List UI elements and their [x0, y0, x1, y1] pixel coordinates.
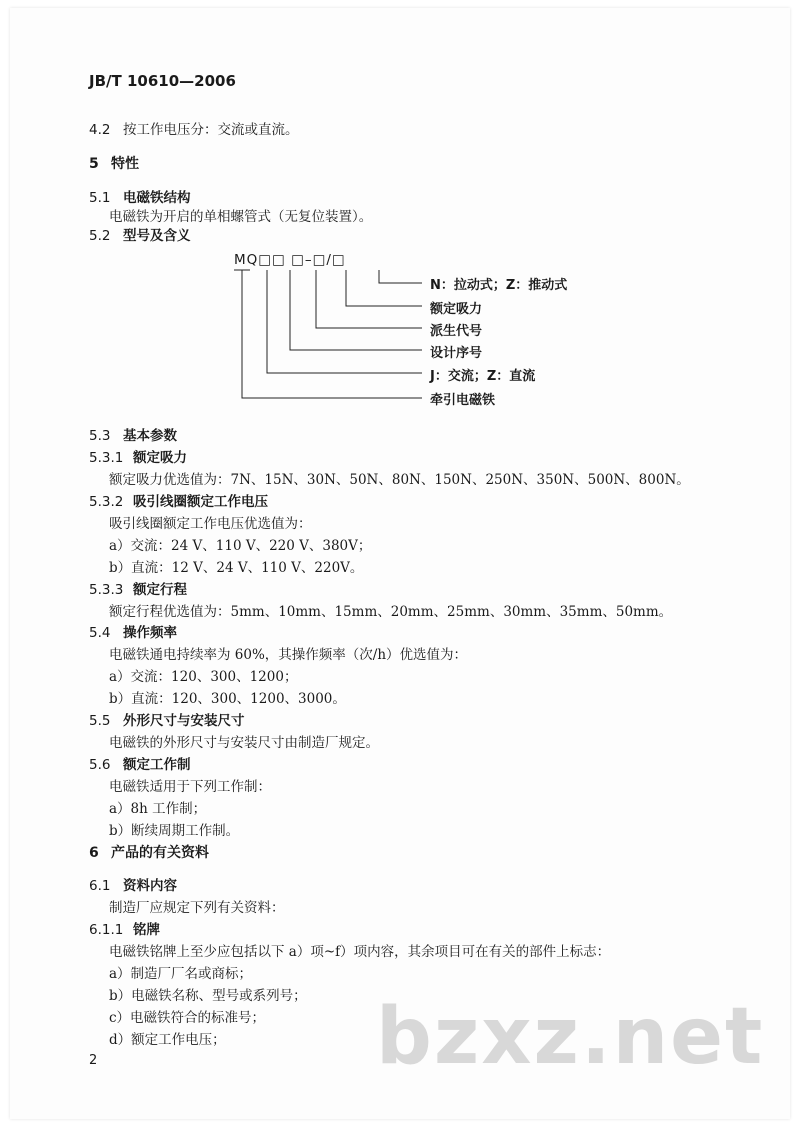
clause-number: 6.1 — [89, 878, 111, 894]
clause-number: 5.6 — [89, 757, 111, 773]
clause-title: 额定吸力 — [133, 450, 187, 466]
clause-5-4-heading — [89, 621, 177, 641]
label-design-number: 设计序号 — [430, 346, 483, 361]
label-ac-dc: J：交流；Z：直流 — [430, 369, 536, 384]
clause-title: 额定行程 — [133, 582, 187, 598]
document-page — [10, 8, 790, 1119]
clause-5-3-3-text: 额定行程优选值为：5mm、10mm、15mm、20mm、25mm、30mm、35mm、50mm。 — [109, 604, 673, 620]
leader-line-design-no — [290, 270, 422, 350]
leader-line-rated-force — [346, 270, 422, 306]
clause-title: 电磁铁结构 — [123, 190, 191, 206]
clause-number: 5.3.2 — [89, 494, 124, 510]
section-title: 特性 — [111, 156, 139, 172]
clause-number: 4.2 — [89, 122, 111, 138]
list-item-dc-frequency: b）直流：120、300、1200、3000。 — [109, 691, 346, 707]
clause-title: 铭牌 — [133, 922, 160, 938]
clause-number: 5.5 — [89, 713, 111, 729]
clause-6-1-1-heading — [89, 918, 160, 938]
clause-number: 6.1.1 — [89, 922, 124, 938]
clause-title: 型号及含义 — [123, 228, 191, 244]
clause-number: 5.4 — [89, 625, 111, 641]
clause-number: 5.3.1 — [89, 450, 124, 466]
clause-6-1-text: 制造厂应规定下列有关资料： — [109, 900, 285, 916]
list-item-ac-frequency: a）交流：120、300、1200； — [109, 669, 298, 685]
model-designation-diagram — [10, 8, 790, 428]
clause-6-1-1-text: 电磁铁铭牌上至少应包括以下 a）项~f）项内容，其余项目可在有关的部件上标志： — [109, 944, 611, 960]
leader-line-traction-magnet — [242, 270, 422, 398]
list-item-8h-duty: a）8h 工作制； — [109, 801, 207, 817]
model-code: MQ□□ □–□/□ — [234, 252, 346, 268]
clause-title: 外形尺寸与安装尺寸 — [123, 713, 245, 729]
clause-5-6-heading — [89, 753, 191, 773]
list-item-dc-voltage: b）直流：12 V、24 V、110 V、220V。 — [109, 560, 364, 576]
watermark: bzxz.net — [376, 992, 765, 1082]
list-item-intermittent-duty: b）断续周期工作制。 — [109, 823, 240, 839]
clause-5-4-text: 电磁铁通电持续率为 60%，其操作频率（次/h）优选值为： — [109, 647, 468, 663]
clause-5-3-1-text: 额定吸力优选值为：7N、15N、30N、50N、80N、150N、250N、350N、500N、800N。 — [109, 472, 690, 488]
list-item-ac-voltage: a）交流：24 V、110 V、220 V、380V； — [109, 538, 372, 554]
clause-6-1-heading — [89, 874, 177, 894]
clause-number: 5.3 — [89, 428, 111, 444]
clause-title: 额定工作制 — [123, 757, 191, 773]
standard-number: JB/T 10610—2006 — [89, 72, 236, 90]
clause-5-3-2-heading — [89, 490, 268, 510]
clause-number: 5.3.3 — [89, 582, 124, 598]
leader-line-push-pull — [379, 270, 422, 283]
clause-5-3-2-text: 吸引线圈额定工作电压优选值为： — [109, 516, 312, 532]
label-rated-force: 额定吸力 — [430, 302, 483, 317]
clause-number: 5.1 — [89, 190, 111, 206]
leader-line-derivative — [316, 270, 422, 328]
clause-title: 基本参数 — [123, 428, 177, 444]
clause-number: 5.2 — [89, 228, 111, 244]
clause-5-5-text: 电磁铁的外形尺寸与安装尺寸由制造厂规定。 — [109, 735, 379, 751]
section-number: 5 — [89, 156, 99, 172]
list-item-model: b）电磁铁名称、型号或系列号； — [109, 988, 307, 1004]
clause-5-3-1-heading — [89, 446, 187, 466]
section-title: 产品的有关资料 — [111, 845, 209, 861]
clause-5-1-text: 电磁铁为开启的单相螺管式（无复位装置）。 — [109, 209, 373, 225]
label-derivative-code: 派生代号 — [430, 324, 483, 339]
section-number: 6 — [89, 845, 99, 861]
clause-5-6-text: 电磁铁适用于下列工作制： — [109, 779, 271, 795]
clause-5-3-heading — [89, 424, 177, 444]
section-6-heading — [89, 842, 209, 862]
clause-title: 操作频率 — [123, 625, 177, 641]
clause-title: 资料内容 — [123, 878, 177, 894]
label-traction-magnet: 牵引电磁铁 — [430, 393, 496, 408]
clause-text: 按工作电压分：交流或直流。 — [123, 122, 299, 138]
clause-5-5-heading — [89, 709, 245, 729]
page-number: 2 — [89, 1053, 98, 1068]
label-push-pull: N：拉动式；Z：推动式 — [430, 278, 568, 293]
list-item-standard-number: c）电磁铁符合的标准号； — [109, 1010, 266, 1026]
list-item-rated-voltage: d）额定工作电压； — [109, 1032, 226, 1048]
clause-5-3-3-heading — [89, 578, 187, 598]
list-item-manufacturer: a）制造厂厂名或商标； — [109, 966, 253, 982]
clause-title: 吸引线圈额定工作电压 — [133, 494, 268, 510]
